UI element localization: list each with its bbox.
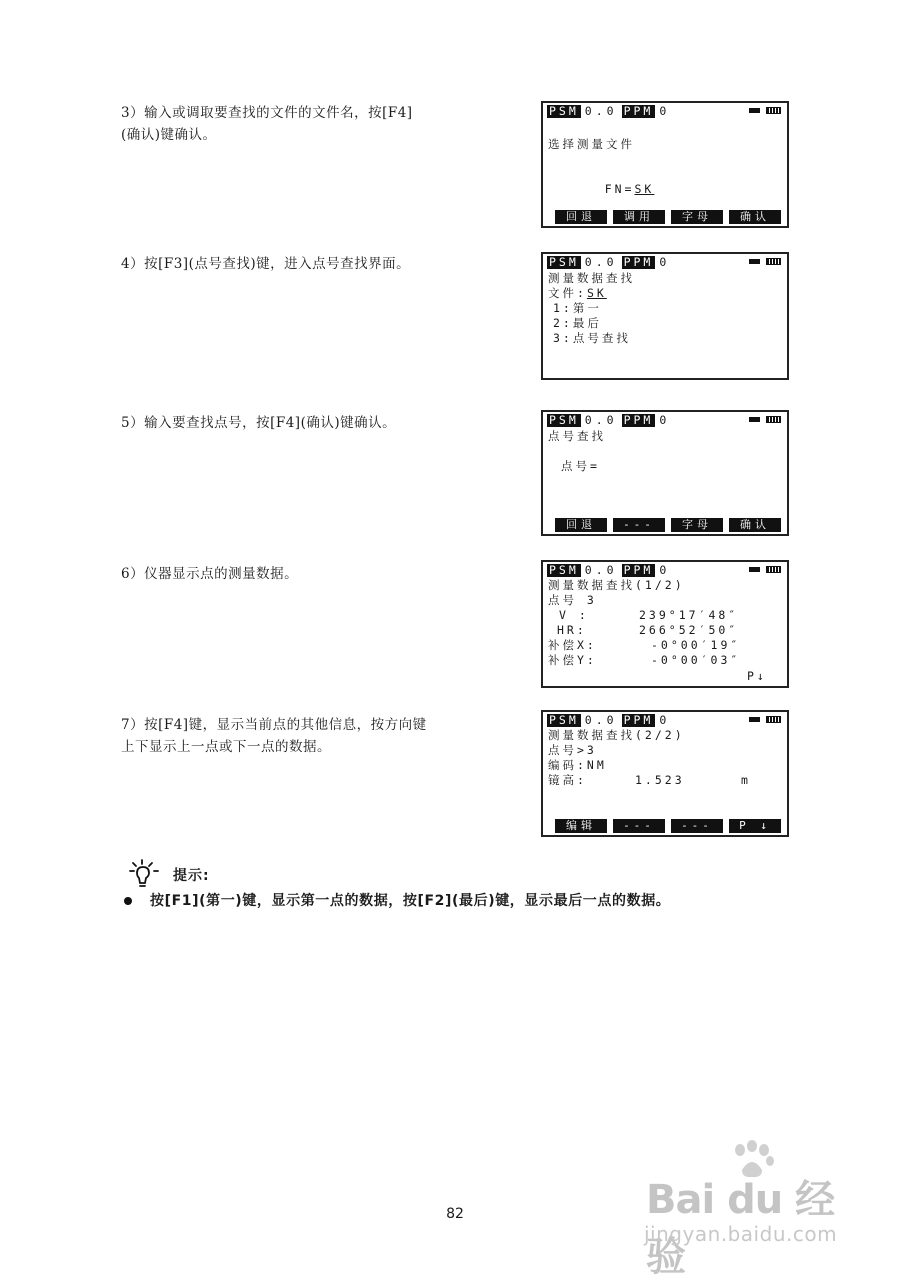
baidu-watermark <box>640 1140 870 1280</box>
status-bar <box>547 563 674 577</box>
softkey-f1[interactable]: 回退 <box>555 210 607 224</box>
softkey-f3[interactable]: 字母 <box>671 518 723 532</box>
step-5 <box>121 412 396 434</box>
softkey-f2[interactable]: --- <box>613 518 665 532</box>
softkey-f3[interactable]: 字母 <box>671 210 723 224</box>
comp-y-value: -0°00′03″ <box>651 653 741 667</box>
softkey-f1[interactable]: 编辑 <box>555 819 607 833</box>
target-height-unit: m <box>741 773 751 787</box>
target-height-label: 镜高: <box>548 773 587 787</box>
file-label: 文件:SK <box>548 286 607 300</box>
v-value: 239°17′48″ <box>639 608 739 622</box>
screen-title: 选择测量文件 <box>548 137 635 151</box>
status-bar <box>547 104 674 118</box>
point-number-field[interactable]: 点号= <box>561 459 600 473</box>
psm-value: 0.0 <box>584 413 618 427</box>
menu-item-first[interactable]: 1:第一 <box>553 301 602 315</box>
step-7-line2: 上下显示上一点或下一点的数据。 <box>121 739 331 755</box>
point-number: 点号>3 <box>548 743 597 757</box>
instrument-screen-data-search <box>541 252 789 380</box>
softkey-f2[interactable]: 调用 <box>613 210 665 224</box>
ppm-label: PPM <box>623 562 654 577</box>
step-3-line1: 3）输入或调取要查找的文件的文件名，按[F4] <box>121 105 413 121</box>
step-6-line1: 6）仪器显示点的测量数据。 <box>121 566 299 582</box>
watermark-url: jingyan.baidu.com <box>644 1222 838 1246</box>
screen-title: 点号查找 <box>548 429 606 443</box>
softkey-bar <box>555 518 781 532</box>
softkey-f4[interactable]: P ↓ <box>729 819 781 833</box>
comp-x-label: 补偿X: <box>548 638 597 652</box>
ppm-label: PPM <box>623 412 654 427</box>
ppm-label: PPM <box>623 712 654 727</box>
step-7 <box>121 714 427 758</box>
softkey-f3[interactable]: --- <box>671 819 723 833</box>
softkey-bar <box>555 210 781 224</box>
ppm-value: 0 <box>659 104 671 118</box>
instrument-screen-measure-data-1 <box>541 560 789 688</box>
screen-title: 测量数据查找(1/2) <box>548 578 685 592</box>
point-number: 点号 3 <box>548 593 597 607</box>
ppm-label: PPM <box>623 254 654 269</box>
hr-label: HR: <box>557 623 587 637</box>
tip-label: 提示: <box>173 868 210 884</box>
target-height-value: 1.523 <box>635 773 685 787</box>
comp-y-label: 补偿Y: <box>548 653 597 667</box>
step-4-line1: 4）按[F3](点号查找)键，进入点号查找界面。 <box>121 256 411 272</box>
softkey-f4[interactable]: 确认 <box>729 210 781 224</box>
status-bar <box>547 413 674 427</box>
step-7-line1: 7）按[F4]键，显示当前点的其他信息，按方向键 <box>121 717 427 733</box>
tip-text: 按[F1](第一)键，显示第一点的数据，按[F2](最后)键，显示最后一点的数据。 <box>150 893 671 909</box>
page-number: 82 <box>446 1206 464 1222</box>
screen-title: 测量数据查找 <box>548 271 635 285</box>
psm-value: 0.0 <box>584 563 618 577</box>
step-4 <box>121 253 410 275</box>
status-bar <box>547 713 674 727</box>
softkey-f4[interactable]: 确认 <box>729 518 781 532</box>
step-3-line2: (确认)键确认。 <box>121 127 217 143</box>
lightbulb-icon <box>128 858 162 888</box>
psm-value: 0.0 <box>584 255 618 269</box>
screen-title: 测量数据查找(2/2) <box>548 728 685 742</box>
step-6 <box>121 563 298 585</box>
battery-icon <box>749 107 781 114</box>
ppm-value: 0 <box>659 413 671 427</box>
watermark-logo: Bai du 经验 <box>646 1177 835 1280</box>
filename-field[interactable] <box>565 167 654 212</box>
page-down-indicator[interactable]: P↓ <box>747 669 767 683</box>
filename-text: FN=SK <box>604 182 655 196</box>
step-5-line1: 5）输入要查找点号，按[F4](确认)键确认。 <box>121 415 397 431</box>
psm-label: PSM <box>549 254 579 269</box>
battery-icon <box>749 258 781 265</box>
softkey-f2[interactable]: --- <box>613 819 665 833</box>
psm-label: PSM <box>549 562 579 577</box>
status-bar <box>547 255 674 269</box>
comp-x-value: -0°00′19″ <box>651 638 741 652</box>
softkey-f1[interactable]: 回退 <box>555 518 607 532</box>
menu-item-last[interactable]: 2:最后 <box>553 316 602 330</box>
instrument-screen-file-select <box>541 101 789 228</box>
softkey-bar <box>555 819 781 833</box>
ppm-value: 0 <box>659 563 671 577</box>
psm-label: PSM <box>549 103 579 118</box>
battery-icon <box>749 416 781 423</box>
hr-value: 266°52′50″ <box>639 623 739 637</box>
v-label: V : <box>559 608 589 622</box>
battery-icon <box>749 566 781 573</box>
psm-label: PSM <box>549 712 579 727</box>
bullet-icon <box>124 897 132 905</box>
ppm-label: PPM <box>623 103 654 118</box>
ppm-value: 0 <box>659 713 671 727</box>
ppm-value: 0 <box>659 255 671 269</box>
menu-item-point-search[interactable]: 3:点号查找 <box>553 331 631 345</box>
instrument-screen-point-search <box>541 410 789 536</box>
battery-icon <box>749 716 781 723</box>
step-3 <box>121 102 413 146</box>
psm-label: PSM <box>549 412 579 427</box>
psm-value: 0.0 <box>584 104 618 118</box>
instrument-screen-measure-data-2 <box>541 710 789 837</box>
code-value: 编码:NM <box>548 758 607 772</box>
psm-value: 0.0 <box>584 713 618 727</box>
